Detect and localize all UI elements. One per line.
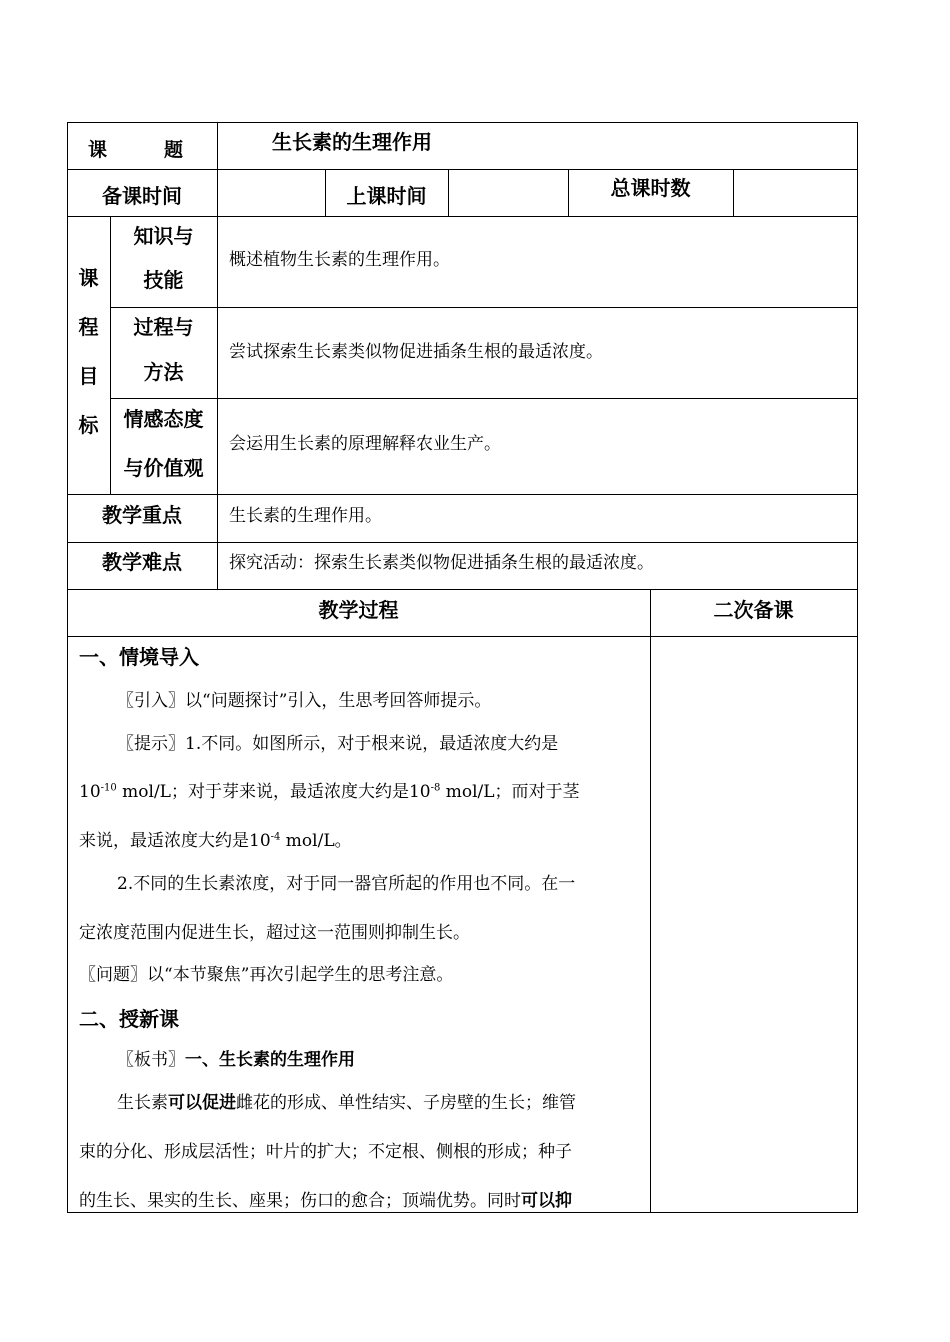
key-point-label: 教学重点 (102, 503, 182, 527)
col-divider (733, 169, 734, 216)
objective-label-knowledge-1: 知识与 (133, 224, 194, 248)
hint-exponent-root: -10 (100, 782, 117, 794)
key-point-text: 生长素的生理作用。 (229, 506, 382, 526)
board-title: 一、生长素的生理作用 (185, 1050, 355, 1070)
objective-label-emotion-2: 与价值观 (123, 456, 204, 480)
board-prefix: 〖板书〗 (117, 1050, 185, 1070)
prep-time-label: 备课时间 (102, 184, 182, 208)
point2-line-1: 2.不同的生长素浓度，对于同一器官所起的作用也不同。在一 (117, 874, 576, 894)
para-b: 可以促进 (168, 1093, 236, 1113)
row-divider (110, 398, 858, 399)
hint-line-2 (79, 777, 580, 802)
hint-line-3-b: mol/L。 (280, 831, 352, 851)
topic-label: 课 题 (88, 139, 184, 161)
section1-title: 一、情境导入 (79, 645, 199, 669)
hint-line-3 (79, 826, 352, 851)
objectives-group-label-1: 课 (78, 266, 99, 290)
objective-label-process-1: 过程与 (133, 315, 194, 339)
row-divider (67, 636, 858, 637)
col-divider (650, 589, 651, 1213)
process-header: 教学过程 (318, 598, 399, 622)
objectives-group-label-4: 标 (78, 413, 99, 437)
objective-label-emotion-1: 情感态度 (123, 407, 204, 431)
row-divider (67, 494, 858, 495)
objective-text-emotion: 会运用生长素的原理解释农业生产。 (229, 434, 501, 454)
hint-line-3-a: 来说，最适浓度大约是10 (79, 831, 271, 851)
hint-line-2-a: 10 (79, 782, 101, 802)
question-text: 〖问题〗以“本节聚焦”再次引起学生的思考注意。 (79, 965, 454, 985)
hint-line-1: 〖提示〗1.不同。如图所示，对于根来说，最适浓度大约是 (117, 734, 559, 754)
objectives-group-label-2: 程 (78, 315, 99, 339)
hint-exponent-bud: -8 (430, 782, 441, 794)
board-line (117, 1045, 355, 1070)
table-border-right (857, 122, 858, 1213)
objectives-group-label-3: 目 (78, 364, 99, 388)
hint-line-2-c: mol/L；而对于茎 (440, 782, 580, 802)
row-divider (67, 216, 858, 217)
para-line-1 (117, 1088, 576, 1113)
para-line-3-b: 可以抑 (521, 1191, 572, 1211)
para-a: 生长素 (117, 1093, 168, 1113)
hint-exponent-stem: -4 (270, 831, 281, 843)
intro-text: 〖引入〗以“问题探讨”引入，生思考回答师提示。 (117, 691, 492, 711)
para-line-3-a: 的生长、果实的生长、座果；伤口的愈合；顶端优势。同时 (79, 1191, 521, 1211)
second-prep-header: 二次备课 (713, 598, 794, 622)
point2-line-2: 定浓度范围内促进生长，超过这一范围则抑制生长。 (79, 923, 470, 943)
col-divider (448, 169, 449, 216)
para-line-2: 束的分化、形成层活性；叶片的扩大；不定根、侧根的形成；种子 (79, 1142, 572, 1162)
total-hours-label: 总课时数 (610, 176, 691, 200)
hint-line-2-b: mol/L；对于芽来说，最适浓度大约是10 (116, 782, 431, 802)
objective-label-knowledge-2: 技能 (143, 268, 184, 292)
row-divider (67, 542, 858, 543)
table-border-bottom (67, 1212, 858, 1213)
row-divider (110, 307, 858, 308)
class-time-label: 上课时间 (346, 184, 427, 208)
objective-text-knowledge: 概述植物生长素的生理作用。 (229, 250, 450, 270)
row-divider (67, 589, 858, 590)
difficulty-text: 探究活动：探索生长素类似物促进插条生根的最适浓度。 (229, 553, 654, 573)
section2-title: 二、授新课 (79, 1007, 179, 1031)
difficulty-label: 教学难点 (102, 550, 182, 574)
row-divider (67, 169, 858, 170)
para-line-3 (79, 1186, 572, 1211)
col-divider (217, 122, 218, 589)
table-border-top (67, 122, 858, 123)
objective-text-process: 尝试探索生长素类似物促进插条生根的最适浓度。 (229, 342, 603, 362)
objective-label-process-2: 方法 (143, 360, 184, 384)
topic-value: 生长素的生理作用 (272, 130, 432, 154)
para-c: 雌花的形成、单性结实、子房壁的生长；维管 (236, 1093, 576, 1113)
